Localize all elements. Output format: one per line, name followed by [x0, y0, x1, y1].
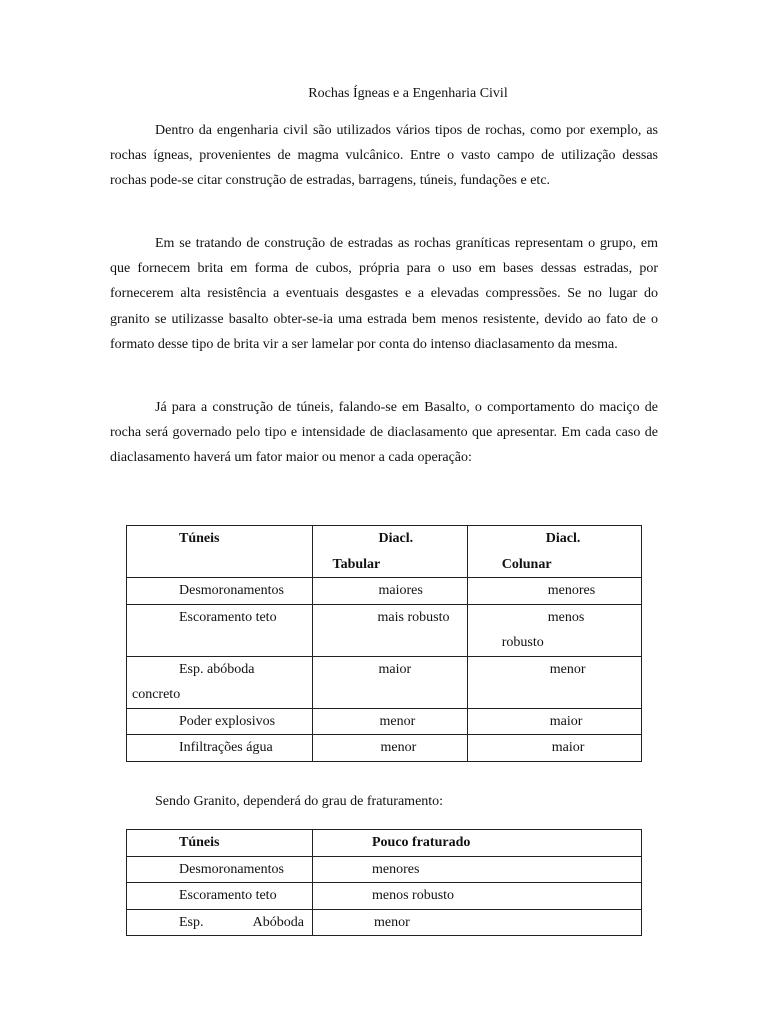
header-pouco-fraturado: Pouco fraturado [372, 835, 471, 850]
row-label: Poder explosivos [179, 713, 276, 729]
basalt-tunnels-table [126, 525, 642, 762]
table-row [127, 883, 642, 910]
granite-tunnels-table [126, 829, 642, 936]
row-label-part1: Esp. [179, 914, 204, 930]
row-value: menor [374, 914, 410, 930]
colunar-value-line1: menos [547, 609, 585, 625]
row-label-line1: Esp. abóboda [179, 661, 255, 677]
row-label: Desmoronamentos [179, 861, 284, 877]
colunar-value-line2: robusto [501, 635, 544, 650]
table-row [127, 856, 642, 883]
header-tuneis: Túneis [179, 531, 220, 546]
table-row [127, 708, 642, 735]
colunar-value: maior [551, 740, 585, 755]
header-diacl-tabular-1: Diacl. [378, 531, 414, 546]
table-row [127, 578, 642, 605]
row-label-line2: concreto [132, 687, 181, 702]
header-diacl-colunar-1: Diacl. [545, 531, 581, 546]
table-header-row [127, 830, 642, 857]
table-row [127, 909, 642, 936]
header-diacl-tabular-2: Tabular [332, 556, 381, 572]
tabular-value: menor [379, 713, 416, 729]
header-diacl-colunar-2: Colunar [501, 556, 552, 572]
row-value: menores [372, 861, 420, 877]
row-label: Escoramento teto [179, 609, 277, 625]
row-label: Desmoronamentos [179, 583, 284, 598]
table-row [127, 656, 642, 708]
colunar-value: menores [547, 583, 596, 598]
tabular-value: menor [380, 740, 417, 755]
table-row [127, 735, 642, 762]
row-value: menos robusto [372, 888, 455, 903]
tabular-value: maior [378, 661, 412, 677]
paragraph-roads: Em se tratando de construção de estradas as rochas graníticas representam o grupo, em que fornecem brita em forma de cubos, própria para o uso em bases dessas estradas, por fornecerem alta resistência a eventuais desgastes e a elevadas compressões. Se no lugar do granito se utilizasse basalto obter-se-ia uma estrada bem menos resistente, devido ao fato de o formato desse tipo de brita vir a ser lamelar por conta do intenso diaclasamento da mesma. [110, 236, 658, 352]
paragraph-intro: Dentro da engenharia civil são utilizados vários tipos de rochas, como por exemplo, as rochas ígneas, provenientes de magma vulcânico. Entre o vasto campo de utilização dessas rochas pode-se citar construção de estradas, barragens, túneis, fundações e etc. [110, 123, 658, 189]
row-label-part2: Abóboda [252, 914, 304, 930]
colunar-value: menor [549, 661, 586, 677]
granite-intro: Sendo Granito, dependerá do grau de fraturamento: [155, 794, 444, 809]
table-row [127, 604, 642, 656]
tabular-value: maiores [378, 583, 423, 598]
table-header-row [127, 526, 642, 578]
row-label: Escoramento teto [179, 888, 277, 903]
colunar-value: maior [549, 713, 583, 729]
document-title: Rochas Ígneas e a Engenharia Civil [308, 86, 508, 101]
paragraph-tunnels: Já para a construção de túneis, falando-se em Basalto, o comportamento do maciço de rocha será governado pelo tipo e intensidade de diaclasamento que apresentar. Em cada caso de diaclasamento haverá um fator maior ou menor a cada operação: [110, 400, 658, 466]
header-tuneis: Túneis [179, 835, 220, 850]
tabular-value: mais robusto [377, 609, 450, 625]
row-label: Infiltrações água [179, 740, 273, 755]
